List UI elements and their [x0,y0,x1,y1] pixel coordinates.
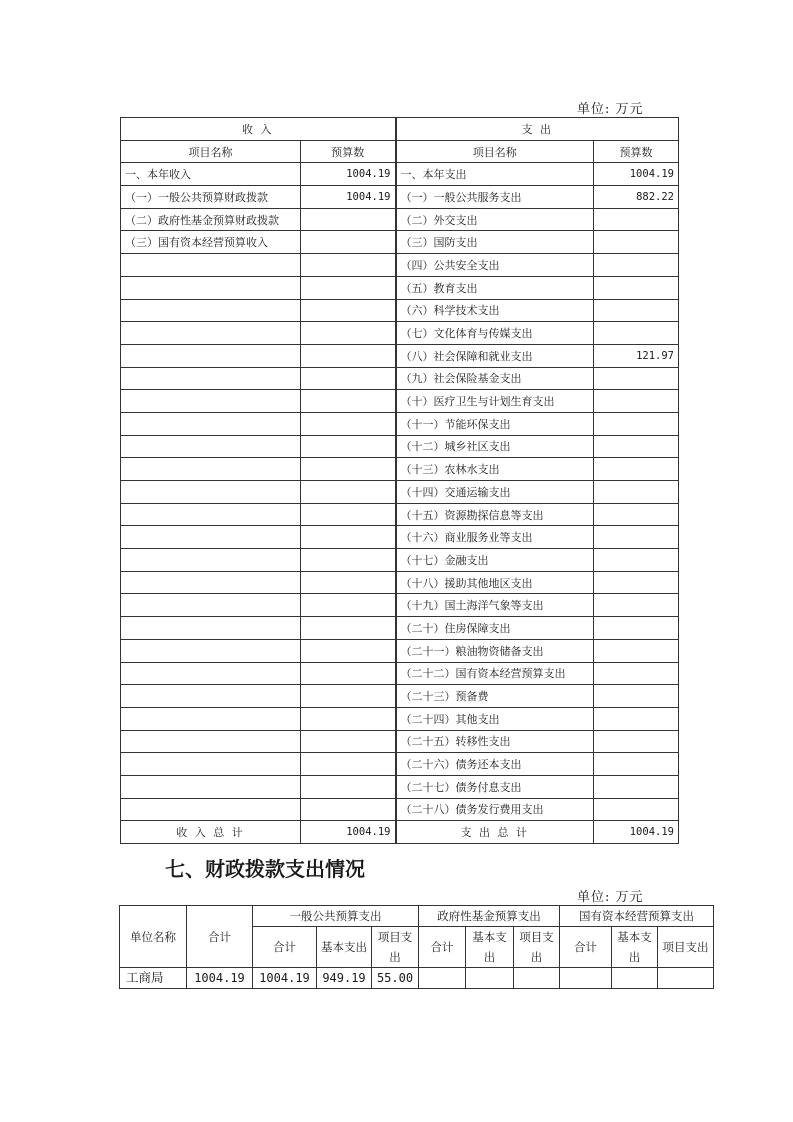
expense-budget-value [594,662,679,685]
table-row [121,639,679,662]
row-general-project: 55.00 [372,968,419,989]
income-item-name [121,481,301,504]
income-budget-value [301,208,396,231]
expense-item-name: （二）外交支出 [396,208,594,231]
income-budget-value [301,798,396,821]
table-row [121,685,679,708]
expense-item-name: （二十二）国有资本经营预算支出 [396,662,594,685]
fund-project-header: 项目支出 [514,927,560,968]
table-row [121,775,679,798]
income-budget-value [301,367,396,390]
table-row [121,208,679,231]
row-state-total [560,968,612,989]
income-item-name: 一、本年收入 [121,163,301,186]
expense-item-name: （十七）金融支出 [396,549,594,572]
expense-item-name: （三）国防支出 [396,231,594,254]
income-item-name [121,549,301,572]
unit-label-table1: 单位: 万元 [577,102,644,117]
expense-budget-value [594,685,679,708]
expense-item-name: （七）文化体育与传媒支出 [396,322,594,345]
income-budget-value [301,390,396,413]
income-budget-value [301,685,396,708]
table-row [121,571,679,594]
expense-budget-value [594,730,679,753]
income-header: 收 入 [121,118,396,141]
income-item-name [121,775,301,798]
table-row [121,549,679,572]
table-row [121,798,679,821]
expense-budget-header: 预算数 [594,140,679,163]
fund-basic-header: 基本支出 [466,927,514,968]
row-state-project [658,968,714,989]
income-budget-value [301,594,396,617]
income-budget-value [301,662,396,685]
expense-budget-value [594,390,679,413]
expense-item-name: （四）公共安全支出 [396,254,594,277]
income-item-name [121,435,301,458]
expense-budget-value: 121.97 [594,344,679,367]
expense-item-name: （十三）农林水支出 [396,458,594,481]
income-budget-header: 预算数 [301,140,396,163]
table-row [121,503,679,526]
income-budget-value [301,254,396,277]
expense-item-name: （十五）资源勘探信息等支出 [396,503,594,526]
income-item-name: （二）政府性基金预算财政拨款 [121,208,301,231]
general-project-header: 项目支出 [372,927,419,968]
state-total-header: 合计 [560,927,612,968]
income-item-name [121,707,301,730]
state-basic-header: 基本支出 [612,927,658,968]
income-item-name [121,617,301,640]
income-item-name [121,390,301,413]
expense-budget-value [594,503,679,526]
income-budget-value [301,775,396,798]
expense-item-name: （五）教育支出 [396,276,594,299]
expense-budget-value: 882.22 [594,186,679,209]
table-row [121,435,679,458]
total-row [121,821,679,844]
table-header-row [120,906,714,927]
expense-budget-value [594,276,679,299]
expense-item-name: （十九）国土海洋气象等支出 [396,594,594,617]
expense-budget-value [594,208,679,231]
expense-item-name: （九）社会保险基金支出 [396,367,594,390]
income-item-name [121,458,301,481]
expense-item-name: （二十八）债务发行费用支出 [396,798,594,821]
row-unit-name: 工商局 [120,968,187,989]
general-total-header: 合计 [253,927,317,968]
income-item-name [121,798,301,821]
row-state-basic [612,968,658,989]
income-item-name [121,503,301,526]
total-expense-label: 支 出 总 计 [396,821,594,844]
total-expense-value: 1004.19 [594,821,679,844]
table-row [121,617,679,640]
income-budget-value [301,458,396,481]
expense-item-name: （二十五）转移性支出 [396,730,594,753]
unit-name-header: 单位名称 [120,906,187,968]
table-row [121,186,679,209]
appropriation-expense-table [119,905,714,989]
table-row [121,412,679,435]
expense-budget-value [594,322,679,345]
fund-total-header: 合计 [419,927,466,968]
expense-budget-value [594,481,679,504]
state-capital-header: 国有资本经营预算支出 [560,906,714,927]
table-subheader-row [121,140,679,163]
expense-budget-value [594,617,679,640]
table-row [121,458,679,481]
income-budget-value: 1004.19 [301,186,396,209]
expense-budget-value [594,254,679,277]
table-header-row [121,118,679,141]
expense-budget-value [594,571,679,594]
income-item-name [121,662,301,685]
income-expense-table [120,117,679,844]
expense-item-name: （二十一）粮油物资储备支出 [396,639,594,662]
income-item-name [121,299,301,322]
expense-item-name: （六）科学技术支出 [396,299,594,322]
row-total: 1004.19 [187,968,253,989]
expense-item-name: （二十六）债务还本支出 [396,753,594,776]
expense-budget-value [594,639,679,662]
general-budget-header: 一般公共预算支出 [253,906,419,927]
expense-item-name: （十六）商业服务业等支出 [396,526,594,549]
table-row [121,254,679,277]
expense-item-name: （八）社会保障和就业支出 [396,344,594,367]
income-budget-value [301,639,396,662]
table-row [121,753,679,776]
income-budget-value [301,276,396,299]
income-item-name-header: 项目名称 [121,140,301,163]
table-row [121,481,679,504]
income-budget-value [301,503,396,526]
expense-item-name: （十二）城乡社区支出 [396,435,594,458]
expense-budget-value [594,594,679,617]
table-row [121,367,679,390]
income-item-name: （一）一般公共预算财政拨款 [121,186,301,209]
income-budget-value [301,322,396,345]
table-row [121,594,679,617]
expense-budget-value [594,549,679,572]
income-item-name [121,639,301,662]
expense-item-name: （十八）援助其他地区支出 [396,571,594,594]
unit-label-table2: 单位: 万元 [577,890,644,905]
row-general-total: 1004.19 [253,968,317,989]
income-item-name [121,322,301,345]
table-row [121,344,679,367]
expense-item-name: （二十四）其他支出 [396,707,594,730]
expense-budget-value [594,367,679,390]
table-row [121,730,679,753]
total-income-label: 收 入 总 计 [121,821,301,844]
expense-item-name-header: 项目名称 [396,140,594,163]
expense-budget-value [594,798,679,821]
income-item-name [121,753,301,776]
expense-item-name: （二十七）债务付息支出 [396,775,594,798]
expense-budget-value [594,775,679,798]
general-basic-header: 基本支出 [317,927,372,968]
row-fund-basic [466,968,514,989]
expense-budget-value [594,753,679,776]
expense-item-name: （二十）住房保障支出 [396,617,594,640]
expense-budget-value [594,412,679,435]
row-fund-project [514,968,560,989]
table-row [121,231,679,254]
expense-budget-value [594,299,679,322]
expense-budget-value [594,526,679,549]
income-item-name [121,412,301,435]
expense-header: 支 出 [396,118,679,141]
income-item-name [121,367,301,390]
income-item-name [121,526,301,549]
income-budget-value [301,753,396,776]
expense-item-name: 一、本年支出 [396,163,594,186]
expense-item-name: （二十三）预备费 [396,685,594,708]
table-row [121,526,679,549]
income-budget-value [301,707,396,730]
table-row [121,662,679,685]
expense-budget-value [594,435,679,458]
total-header: 合计 [187,906,253,968]
income-budget-value [301,481,396,504]
total-income-value: 1004.19 [301,821,396,844]
table-row [121,322,679,345]
table-row [121,299,679,322]
income-budget-value [301,571,396,594]
table-row [121,707,679,730]
income-budget-value [301,412,396,435]
income-item-name [121,594,301,617]
income-budget-value [301,549,396,572]
table-row [121,163,679,186]
expense-budget-value: 1004.19 [594,163,679,186]
expense-item-name: （十）医疗卫生与计划生育支出 [396,390,594,413]
fund-budget-header: 政府性基金预算支出 [419,906,560,927]
income-item-name [121,254,301,277]
income-item-name [121,685,301,708]
expense-budget-value [594,458,679,481]
income-budget-value [301,231,396,254]
expense-budget-value [594,231,679,254]
income-item-name [121,571,301,594]
table-row [120,968,714,989]
state-project-header: 项目支出 [658,927,714,968]
row-general-basic: 949.19 [317,968,372,989]
income-budget-value [301,730,396,753]
income-budget-value [301,617,396,640]
expense-budget-value [594,707,679,730]
income-budget-value [301,299,396,322]
table-row [121,276,679,299]
row-fund-total [419,968,466,989]
income-budget-value [301,526,396,549]
expense-item-name: （十一）节能环保支出 [396,412,594,435]
income-budget-value: 1004.19 [301,163,396,186]
income-item-name [121,344,301,367]
expense-item-name: （十四）交通运输支出 [396,481,594,504]
expense-item-name: （一）一般公共服务支出 [396,186,594,209]
table-row [121,390,679,413]
income-item-name: （三）国有资本经营预算收入 [121,231,301,254]
section-title: 七、财政拨款支出情况 [165,857,365,881]
income-item-name [121,276,301,299]
income-budget-value [301,435,396,458]
income-budget-value [301,344,396,367]
income-item-name [121,730,301,753]
